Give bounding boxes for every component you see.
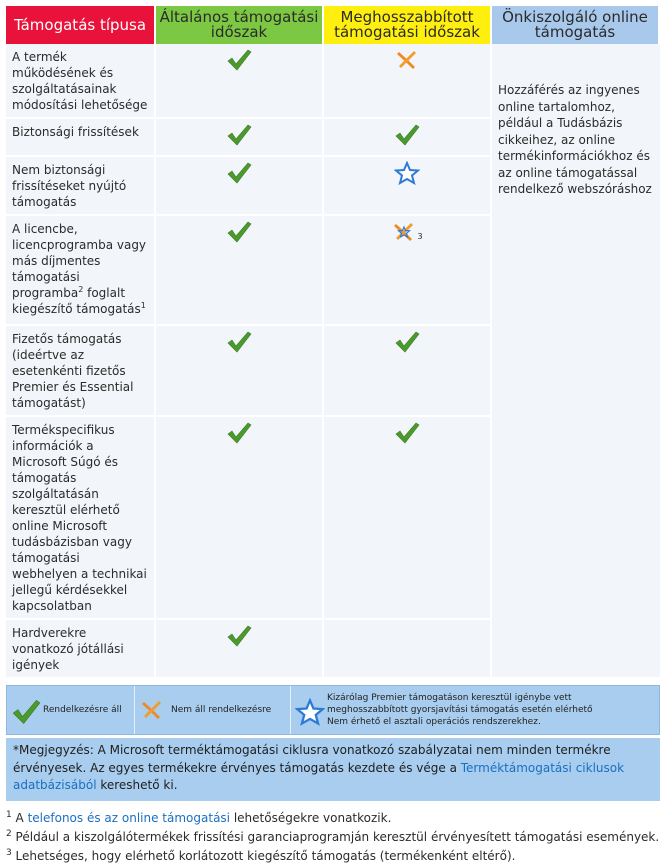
row-label: Fizetős támogatás (ideértve az esetenkénti fizetős Premier és Essential támogatást)	[6, 326, 156, 417]
header-general-period: Általános támogatási időszak	[156, 6, 324, 44]
footnote-3: $^3$ Lehetséges, hogy elérhető korlátozott kiegészítő támogatás (termékenként eltérő).	[6, 847, 516, 863]
legend-not-available-label: Nem áll rendelkezésre	[171, 705, 272, 715]
check-icon	[394, 123, 420, 147]
legend-not-available	[135, 686, 291, 734]
table-row	[6, 44, 660, 119]
row-label: A licencbe, licencprogramba vagy más díjmentes támogatási programba$^2$ foglalt kiegészítő támogatás$^1$	[6, 216, 156, 326]
extended-cell	[324, 44, 492, 119]
legend-premier	[291, 686, 659, 734]
row-label: A termék működésének és szolgáltatásainak módosítási lehetősége	[6, 44, 156, 119]
general-cell	[156, 417, 324, 620]
extended-cell	[324, 119, 492, 157]
footnote-1: $^1$ A telefonos és az online támogatási lehetőségekre vonatkozik.	[6, 809, 392, 825]
online-description: Hozzáférés az ingyenes online tartalomhoz, például a Tudásbázis cikkeihez, az online termékinformációkhoz és az online támogatással rendelkező webszóráshoz	[492, 44, 660, 679]
extended-cell	[324, 326, 492, 417]
cross-icon	[394, 48, 420, 72]
phone-online-support-link[interactable]: telefonos és az online támogatási	[27, 810, 231, 825]
check-icon	[226, 123, 252, 147]
row-label: Termékspecifikus információk a Microsoft Súgó és támogatás szolgáltatásán keresztül elérhető online Microsoft tudásbázisban vagy támogatási webhelyen a technikai jellegű kérdésekkel kapcsolatban	[6, 417, 156, 620]
extended-cell	[324, 157, 492, 216]
check-icon	[394, 421, 420, 445]
legend-available-label: Rendelkezésre áll	[43, 705, 122, 715]
check-icon	[226, 48, 252, 72]
footnotes	[6, 809, 660, 866]
row-label: Nem biztonsági frissítéseket nyújtó támogatás	[6, 157, 156, 216]
check-icon	[226, 220, 252, 244]
note-box: *Megjegyzés: A Microsoft terméktámogatási ciklusra vonatkozó szabályzatai nem minden termékre érvényesek. Az egyes termékekre érvényes támogatás kezdete és vége a Terméktámogatási ciklusok adatbázisából kereshető ki.	[6, 738, 660, 801]
check-icon	[226, 161, 252, 185]
header-self-service-online: Önkiszolgáló online támogatás	[492, 6, 660, 44]
legend-available	[7, 686, 135, 734]
support-table	[6, 6, 660, 679]
extended-cell	[324, 216, 492, 326]
star-icon	[394, 161, 420, 185]
legend	[6, 685, 660, 735]
row-label: Hardverekre vonatkozó jótállási igények	[6, 620, 156, 679]
lifecycle-database-link[interactable]: Terméktámogatási ciklusok adatbázisából	[13, 760, 625, 792]
check-icon	[226, 624, 252, 648]
check-icon	[11, 698, 37, 722]
general-cell	[156, 326, 324, 417]
general-cell	[156, 216, 324, 326]
check-icon	[226, 330, 252, 354]
extended-cell	[324, 620, 492, 679]
footnote-ref: 3	[417, 232, 423, 241]
header-extended-period: Meghosszabbított támogatási időszak	[324, 6, 492, 44]
header-support-type: Támogatás típusa	[6, 6, 156, 44]
footnote-2: $^2$ Például a kiszolgálótermékek frissítési garanciaprogramján keresztül érvényesített támogatási események.	[6, 828, 660, 844]
general-cell	[156, 44, 324, 119]
general-cell	[156, 119, 324, 157]
general-cell	[156, 157, 324, 216]
general-cell	[156, 620, 324, 679]
legend-premier-text: Kizárólag Premier támogatáson keresztül igénybe vett meghosszabbított gyorsjavítási támogatás esetén elérhető Nem érhető el asztali operációs rendszerekhez.	[327, 693, 593, 727]
check-icon	[394, 330, 420, 354]
cross-star-icon	[391, 220, 417, 244]
star-icon	[295, 698, 321, 722]
cross-icon	[139, 698, 165, 722]
row-label: Biztonsági frissítések	[6, 119, 156, 157]
check-icon	[226, 421, 252, 445]
extended-cell	[324, 417, 492, 620]
